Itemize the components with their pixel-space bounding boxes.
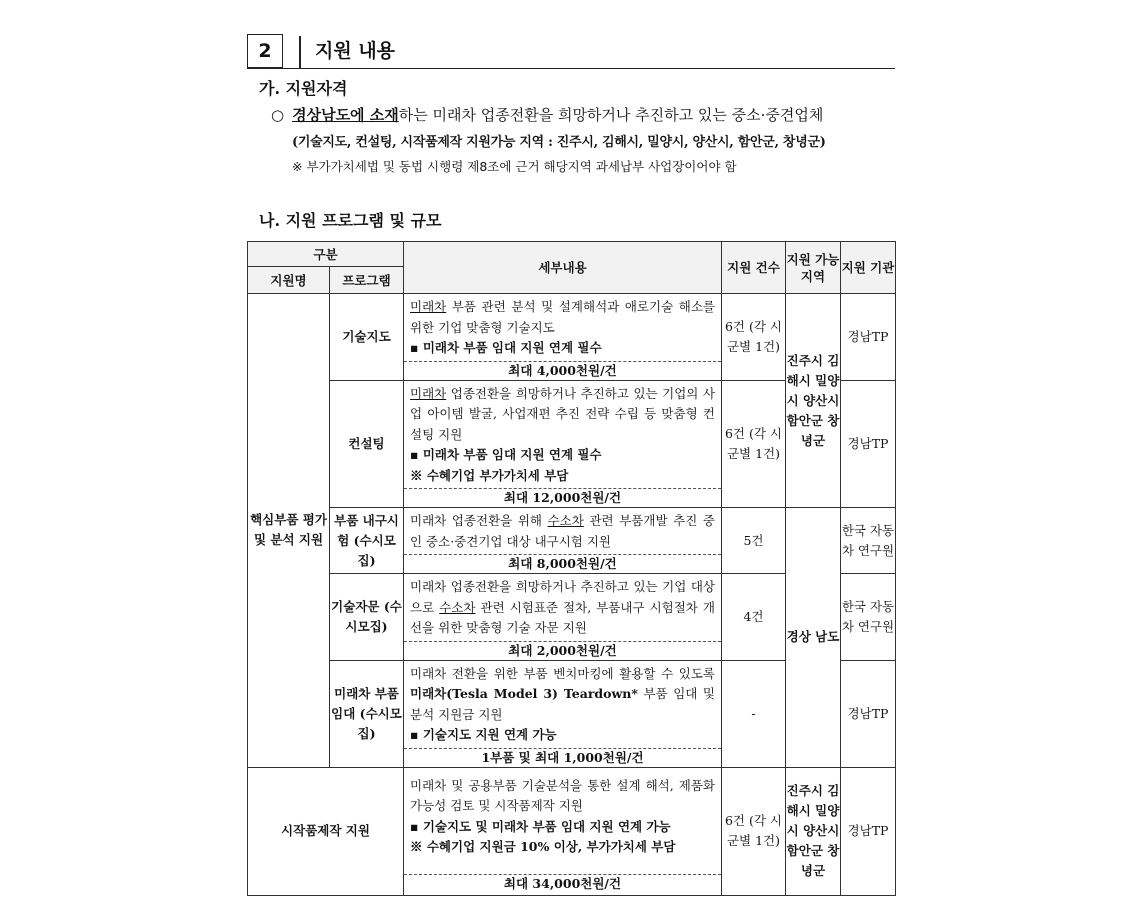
support-region: 진주시 김해시 밀양시 양산시 함안군 창녕군: [786, 767, 841, 895]
support-agency: 경남TP: [841, 294, 896, 381]
detail-line: [410, 577, 715, 639]
program-name: 기술자문 (수시모집): [330, 574, 404, 661]
detail-line: [410, 837, 715, 858]
detail-line: [410, 817, 715, 838]
detail-segment: ▪ 미래차 부품 임대 지원 연계 필수: [410, 340, 602, 355]
section-divider: [299, 36, 301, 68]
program-name: 기술지도: [330, 294, 404, 381]
support-agency: 한국 자동차 연구원: [841, 508, 896, 574]
detail-segment: ※ 수혜기업 지원금 10% 이상, 부가가치세 부담: [410, 839, 676, 854]
max-amount: 1부품 및 최대 1,000천원/건: [404, 748, 721, 767]
eligibility-regions: (기술지도, 컨설팅, 시작품제작 지원가능 지역 : 진주시, 김해시, 밀양시, 양산시, 함안군, 창녕군): [292, 135, 826, 150]
support-region: 진주시 김해시 밀양시 양산시 함안군 창녕군: [786, 294, 841, 508]
detail-segment: 부품 임대 및 분석 지원금 지원: [410, 686, 715, 722]
section-header: [247, 34, 895, 69]
detail-segment: 미래차 및 공용부품 기술분석을 통한 설계 해석, 제품화 가능성 검토 및 시작품제작 지원: [410, 777, 715, 813]
eligibility-main: [271, 104, 823, 125]
support-count: 4건: [722, 574, 786, 661]
eligibility-tax-note: ※ 부가가치세법 및 동법 시행령 제8조에 근거 해당지역 과세납부 사업장이어야 함: [292, 159, 737, 174]
detail-segment: 업종전환을 희망하거나 추진하고 있는 기업의 사업 아이템 발굴, 사업재편 추진 전략 수립 등 맞춤형 컨설팅 지원: [410, 385, 715, 442]
header-program: 프로그램: [330, 267, 404, 294]
detail-text: [404, 661, 721, 748]
support-region: 경상 남도: [786, 508, 841, 768]
detail-segment: 수소차: [439, 599, 476, 615]
support-count: 5건: [722, 508, 786, 574]
eligibility-main-text: 하는 미래차 업종전환을 희망하거나 추진하고 있는 중소·중견업체: [398, 106, 824, 124]
program-detail: [404, 508, 722, 574]
detail-segment: ▪ 미래차 부품 임대 지원 연계 필수: [410, 447, 602, 462]
detail-text: [404, 294, 721, 361]
detail-segment: 미래차 업종전환을 희망하거나 추진하고 있는 기업 대상으로: [410, 579, 715, 615]
table-row: [248, 767, 896, 895]
section-number: 2: [247, 34, 283, 68]
detail-segment: 미래차: [410, 299, 447, 314]
support-count: 6건 (각 시군별 1건): [722, 380, 786, 508]
max-amount: 최대 34,000천원/건: [404, 874, 721, 893]
support-agency: 한국 자동차 연구원: [841, 574, 896, 661]
section-title: 지원 내용: [315, 40, 396, 62]
detail-segment: 관련 부품개발 추진 중인 중소·중견기업 대상 내구시험 지원: [410, 513, 715, 549]
program-detail: [404, 294, 722, 381]
prototype-name: 시작품제작 지원: [248, 767, 404, 895]
detail-line: [410, 338, 715, 359]
program-name: 컨설팅: [330, 380, 404, 508]
detail-line: [410, 466, 715, 487]
support-agency: 경남TP: [841, 660, 896, 767]
program-table: [247, 241, 896, 896]
table-row: [248, 294, 896, 381]
detail-segment: 수소차: [547, 513, 584, 528]
support-count: 6건 (각 시군별 1건): [722, 767, 786, 895]
program-name: 미래차 부품 임대 (수시모집): [330, 660, 404, 767]
eligibility-highlight: 경상남도에 소재: [292, 106, 399, 124]
detail-segment: ▪ 기술지도 및 미래차 부품 임대 지원 연계 가능: [410, 818, 671, 834]
header-category: 구분: [248, 242, 404, 267]
detail-text: [404, 574, 721, 641]
program-detail: [404, 660, 722, 767]
support-agency: 경남TP: [841, 767, 896, 895]
detail-line: [410, 297, 715, 338]
program-detail: [404, 380, 722, 508]
group-name: 핵심부품 평가 및 분석 지원: [248, 294, 330, 768]
max-amount: 최대 8,000천원/건: [404, 554, 721, 573]
detail-text: [404, 381, 721, 489]
detail-line: [410, 445, 715, 466]
header-name: 지원명: [248, 267, 330, 294]
detail-segment: 부품 관련 분석 및 설계해석과 애로기술 해소를 위한 기업 맞춤형 기술지도: [410, 299, 715, 335]
header-detail: 세부내용: [404, 242, 722, 294]
support-count: 6건 (각 시군별 1건): [722, 294, 786, 381]
header-region: 지원 가능 지역: [786, 242, 841, 294]
detail-segment: 미래차 전환을 위한 부품 벤치마킹에 활용할 수 있도록: [410, 665, 715, 681]
detail-line: [410, 511, 715, 552]
max-amount: 최대 2,000천원/건: [404, 641, 721, 660]
program-name: 부품 내구시험 (수시모집): [330, 508, 404, 574]
detail-segment: 미래차: [410, 385, 447, 401]
detail-line: [410, 384, 715, 446]
header-agency: 지원 기관: [841, 242, 896, 294]
detail-text: [404, 508, 721, 554]
support-count: -: [722, 660, 786, 767]
max-amount: 최대 12,000천원/건: [404, 488, 721, 507]
max-amount: 최대 4,000천원/건: [404, 361, 721, 380]
program-detail: [404, 574, 722, 661]
table-row: [248, 508, 896, 574]
detail-line: [410, 725, 715, 746]
detail-segment: 미래차(Tesla Model 3) Teardown*: [410, 686, 638, 701]
detail-segment: ▪ 기술지도 지원 연계 가능: [410, 727, 557, 742]
program-detail: [404, 767, 722, 895]
detail-line: [410, 776, 715, 817]
detail-segment: 미래차 업종전환을 위해: [410, 513, 548, 528]
support-agency: 경남TP: [841, 380, 896, 508]
detail-line: [410, 664, 715, 726]
circle-bullet-icon: ○: [271, 106, 285, 124]
detail-segment: ※ 수혜기업 부가가치세 부담: [410, 467, 569, 483]
eligibility-heading: 가. 지원자격: [259, 79, 348, 98]
program-heading: 나. 지원 프로그램 및 규모: [259, 211, 442, 230]
header-count: 지원 건수: [722, 242, 786, 294]
detail-text: [404, 768, 721, 860]
detail-segment: 관련 시험표준 절차, 부품내구 시험절차 개선을 위한 맞춤형 기술 자문 지원: [410, 599, 715, 635]
